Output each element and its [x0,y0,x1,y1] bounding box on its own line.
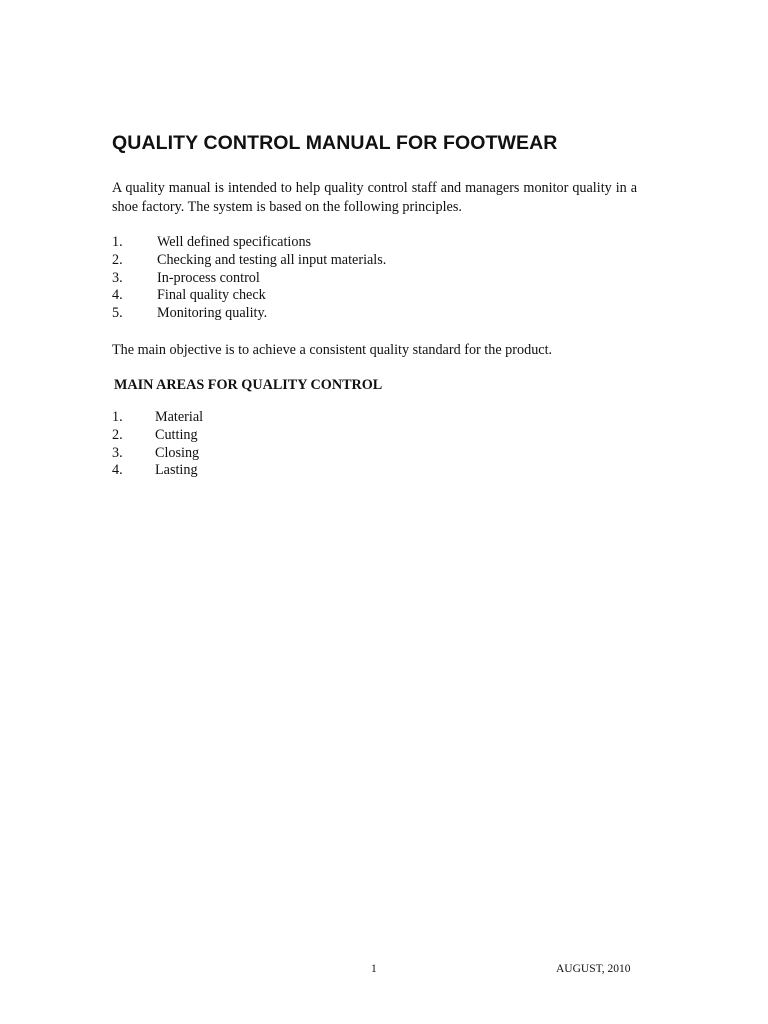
list-item-text: In-process control [157,269,260,286]
list-item-text: Cutting [155,426,198,443]
list-item-number: 1. [112,409,123,425]
list-item-text: Checking and testing all input materials. [157,251,387,268]
list-item-number: 1. [112,234,123,250]
objective-paragraph: The main objective is to achieve a consistent quality standard for the product. [112,342,553,358]
list-item-number: 4. [112,462,123,479]
list-item-text: Final quality check [157,287,266,304]
list-item-text: Closing [155,444,200,461]
footer-date: AUGUST, 2010 [556,963,631,975]
list-item-number: 2. [112,251,123,268]
page-number: 1 [371,963,377,975]
list-item-text: Well defined specifications [157,234,312,250]
intro-paragraph: A quality manual is intended to help quality control staff and managers monitor quality in a shoe factory. The system is based on the following principles. [112,180,637,215]
list-item-text: Monitoring quality. [157,305,268,322]
list-item-text: Material [155,409,204,425]
section-heading: MAIN AREAS FOR QUALITY CONTROL [114,377,383,393]
list-item-number: 4. [112,287,123,304]
list-item-number: 3. [112,444,123,461]
list-item-text: Lasting [155,462,198,479]
list-item-number: 2. [112,426,123,443]
document-title: QUALITY CONTROL MANUAL FOR FOOTWEAR [112,132,558,154]
list-item-number: 3. [112,269,123,286]
list-item-number: 5. [112,305,123,322]
